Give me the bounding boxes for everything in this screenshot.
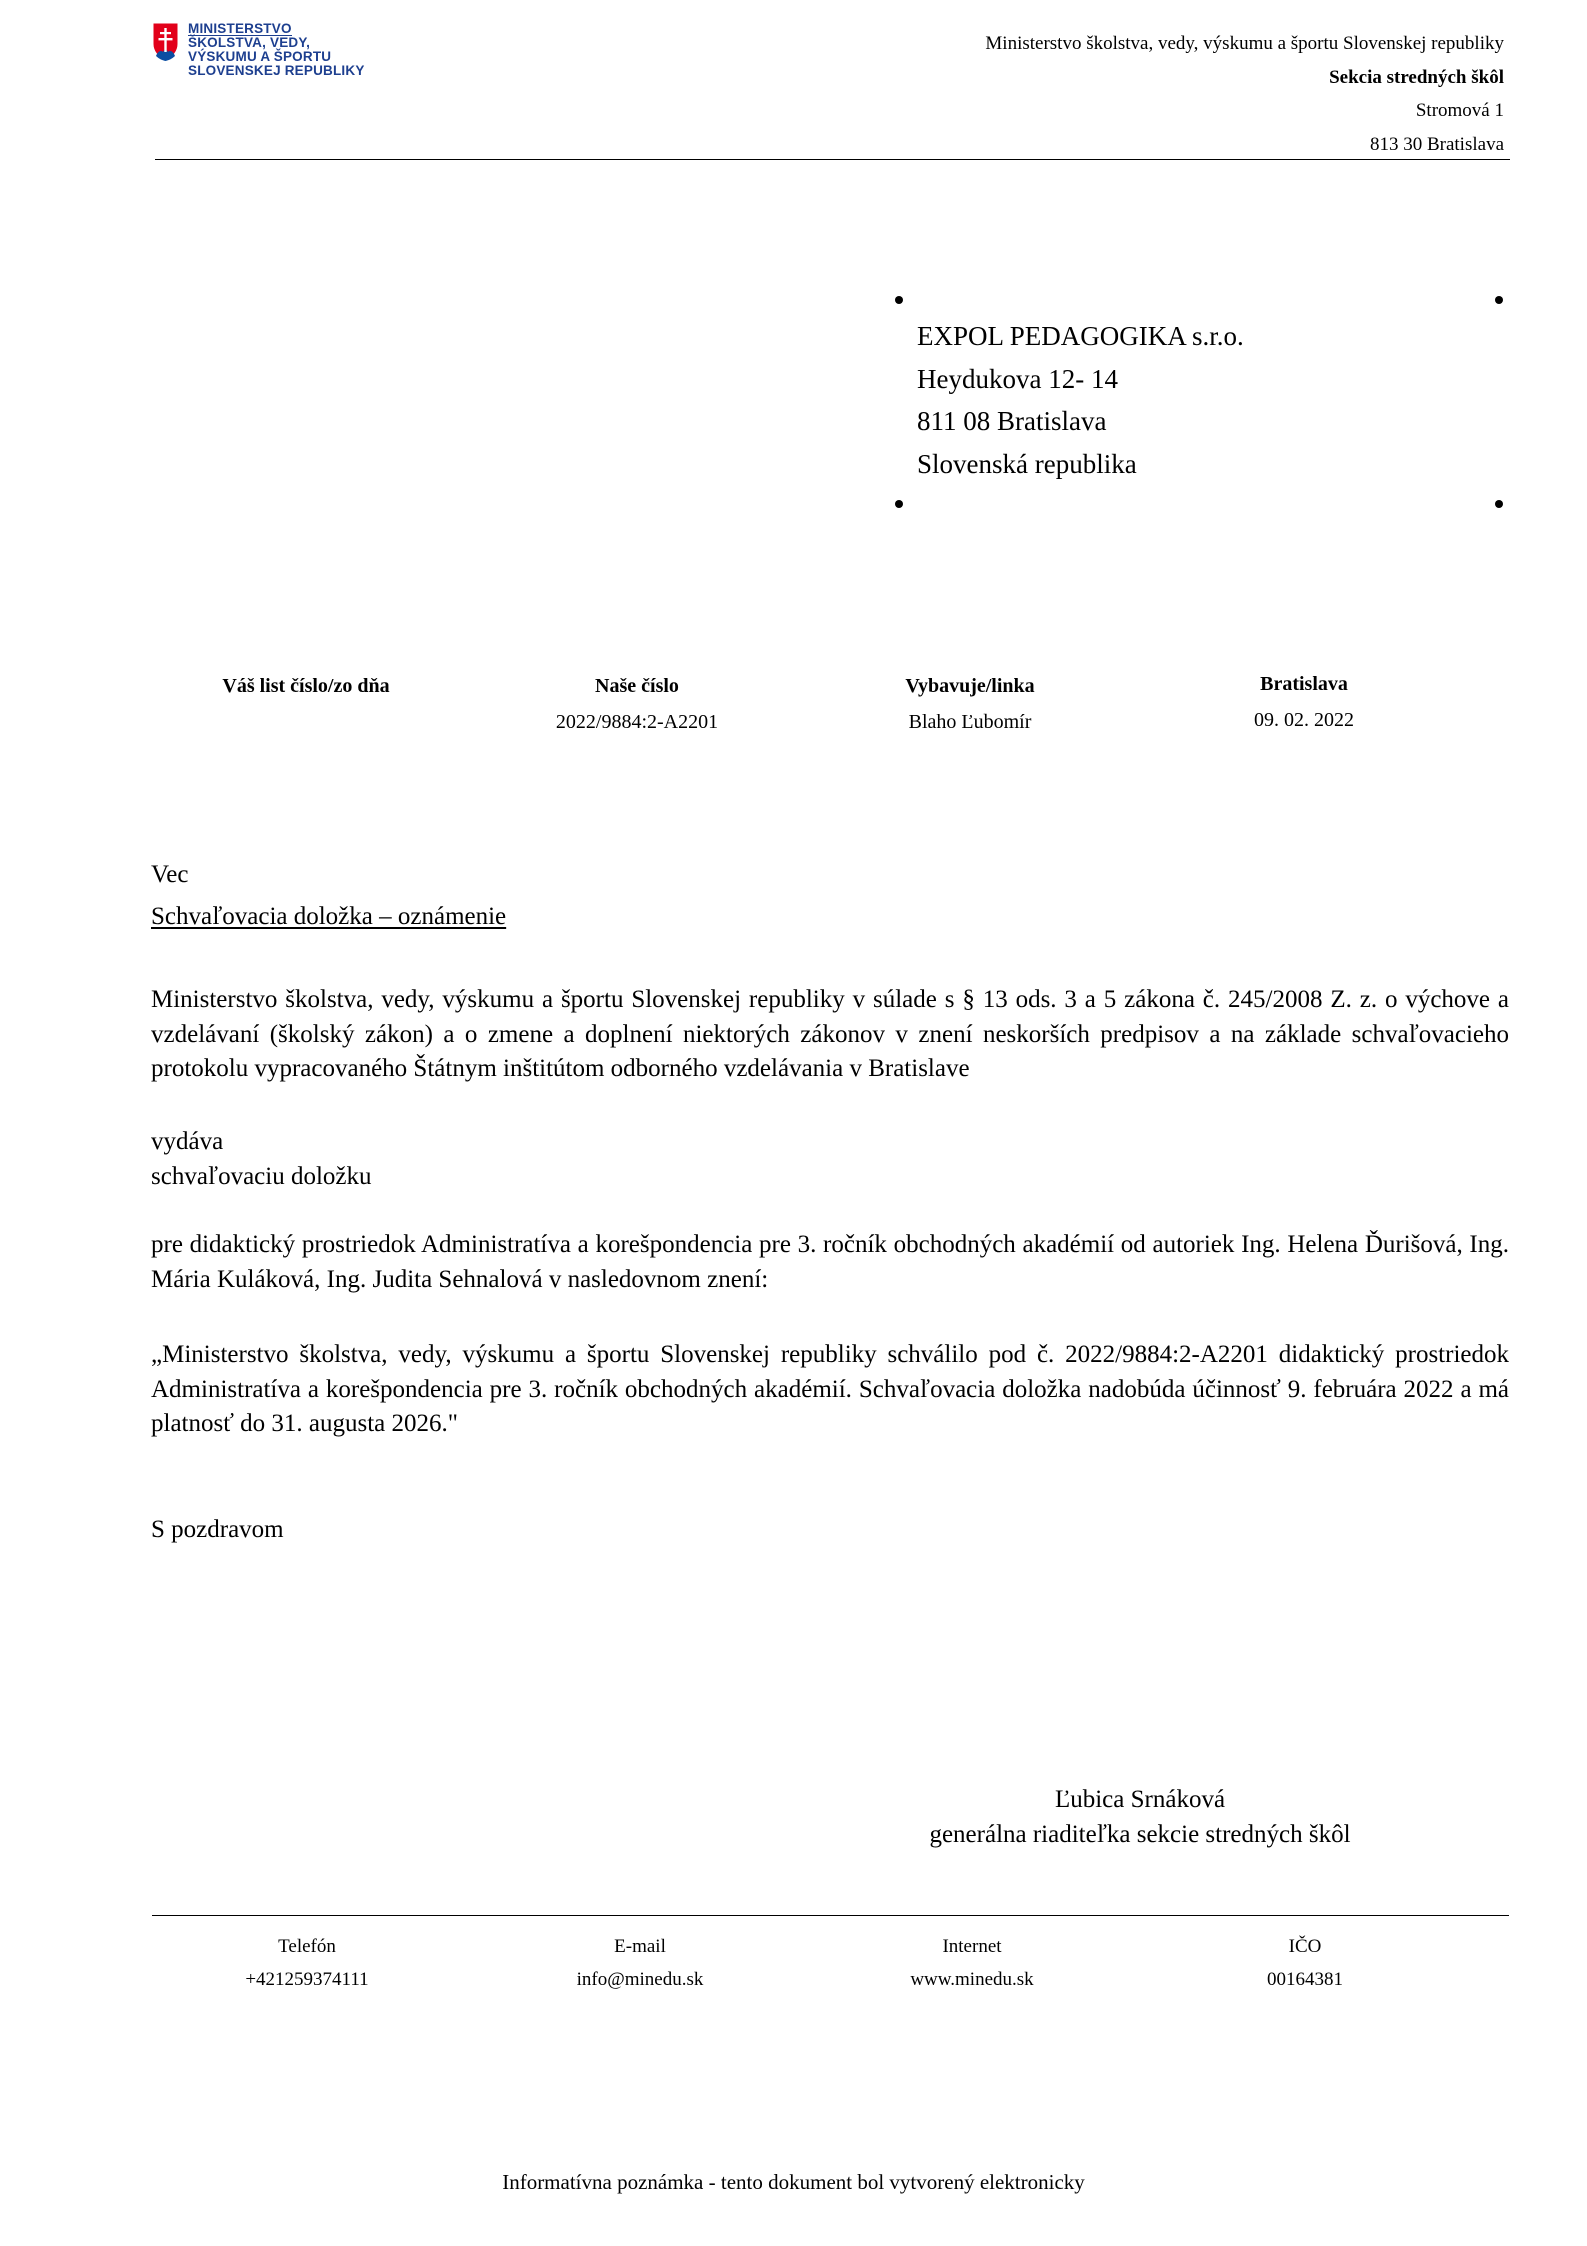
approval-quote: „Ministerstvo školstva, vedy, výskumu a športu Slovenskej republiky schválilo pod č. 2022/9884:2-A2201 didaktický prostriedok Administratíva a korešpondencia pre 3. ročník obchodných akadémií. Schvaľovacia doložka nadobúda účinnosť 9. februára 2022 a má platnosť do 31. augusta 2026." xyxy=(151,1341,1509,1437)
ref-handler-value: Blaho Ľubomír xyxy=(908,711,1032,733)
issues-line: vydáva xyxy=(151,1128,224,1155)
clause-line: schvaľovaciu doložku xyxy=(151,1163,372,1190)
ref-our-number xyxy=(517,668,757,740)
slovak-coat-of-arms-icon xyxy=(152,22,179,62)
window-corner-mark xyxy=(1495,500,1503,508)
ref-our-number-value: 2022/9884:2-A2201 xyxy=(555,711,719,733)
subject-title: Schvaľovacia doložka – oznámenie xyxy=(151,903,507,930)
electronic-document-note: Informatívna poznámka - tento dokument bol vytvorený elektronicky xyxy=(502,2170,1085,2194)
sender-ministry: Ministerstvo školstva, vedy, výskumu a športu Slovenskej republiky xyxy=(985,33,1504,54)
ref-handler xyxy=(850,668,1090,740)
recipient-country: Slovenská republika xyxy=(917,448,1137,479)
ref-our-number-label: Naše číslo xyxy=(595,675,679,697)
footer-email xyxy=(520,1930,760,1996)
footer-phone xyxy=(187,1930,427,1996)
window-corner-mark xyxy=(895,296,903,304)
subject-label: Vec xyxy=(151,861,189,888)
logo-line: SLOVENSKEJ REPUBLIKY xyxy=(188,63,365,78)
footer-divider xyxy=(152,1915,1509,1916)
logo-line: VÝSKUMU A ŠPORTU xyxy=(188,49,332,64)
sender-address xyxy=(985,27,1504,161)
logo-line: MINISTERSTVO xyxy=(188,21,292,36)
sender-section: Sekcia stredných škôl xyxy=(1329,66,1504,88)
header-divider xyxy=(155,159,1510,160)
sender-city: 813 30 Bratislava xyxy=(1369,133,1504,155)
ref-date-value: 09. 02. 2022 xyxy=(1254,709,1354,731)
window-corner-mark xyxy=(1495,296,1503,304)
intro-paragraph: Ministerstvo školstva, vedy, výskumu a športu Slovenskej republiky v súlade s § 13 ods. 3 a 5 zákona č. 245/2008 Z. z. o výchove a vzdelávaní (školský zákon) a o zmene a doplnení niektorých zákonov v znení neskorších predpisov a na základe schvaľovacieho protokolu vypracovaného Štátnym inštitútom odborného vzdelávania v Bratislave xyxy=(151,986,1509,1082)
recipient-address xyxy=(917,315,1244,485)
footer-phone-label: Telefón xyxy=(278,1936,336,1957)
ref-handler-label: Vybavuje/linka xyxy=(905,675,1035,697)
ref-place-date xyxy=(1184,666,1424,738)
logo-line: ŠKOLSTVA, VEDY, xyxy=(188,35,311,50)
footer-email-value: info@minedu.sk xyxy=(576,1969,704,1990)
ref-your-letter-label: Váš list číslo/zo dňa xyxy=(222,675,390,697)
signature-name: Ľubica Srnáková xyxy=(1054,1786,1226,1813)
sender-street: Stromová 1 xyxy=(1415,100,1504,121)
subject-text xyxy=(151,900,1509,935)
footer-ico-value: 00164381 xyxy=(1267,1969,1343,1990)
footer-internet xyxy=(852,1930,1092,1996)
footer-internet-value: www.minedu.sk xyxy=(910,1969,1034,1990)
greeting: S pozdravom xyxy=(151,1516,284,1543)
recipient-name: EXPOL PEDAGOGIKA s.r.o. xyxy=(917,321,1244,351)
ref-your-letter xyxy=(186,668,426,704)
footer-ico xyxy=(1185,1930,1425,1996)
footer-phone-value: +421259374111 xyxy=(245,1969,369,1990)
signature-title: generálna riaditeľka sekcie stredných škôl xyxy=(929,1821,1351,1848)
logo-text xyxy=(188,22,365,78)
ref-place-label: Bratislava xyxy=(1260,673,1348,695)
footer-email-label: E-mail xyxy=(614,1936,666,1957)
signature-block xyxy=(880,1782,1400,1852)
footer-ico-label: IČO xyxy=(1288,1936,1322,1957)
recipient-street: Heydukova 12- 14 xyxy=(917,363,1118,394)
footer-internet-label: Internet xyxy=(942,1936,1002,1957)
recipient-city: 811 08 Bratislava xyxy=(917,406,1107,436)
ministry-logo xyxy=(152,22,365,78)
window-corner-mark xyxy=(895,500,903,508)
didactic-paragraph: pre didaktický prostriedok Administratíva a korešpondencia pre 3. ročník obchodných akadémií od autoriek Ing. Helena Ďurišová, Ing. Mária Kuláková, Ing. Judita Sehnalová v nasledovnom znení: xyxy=(151,1231,1509,1293)
